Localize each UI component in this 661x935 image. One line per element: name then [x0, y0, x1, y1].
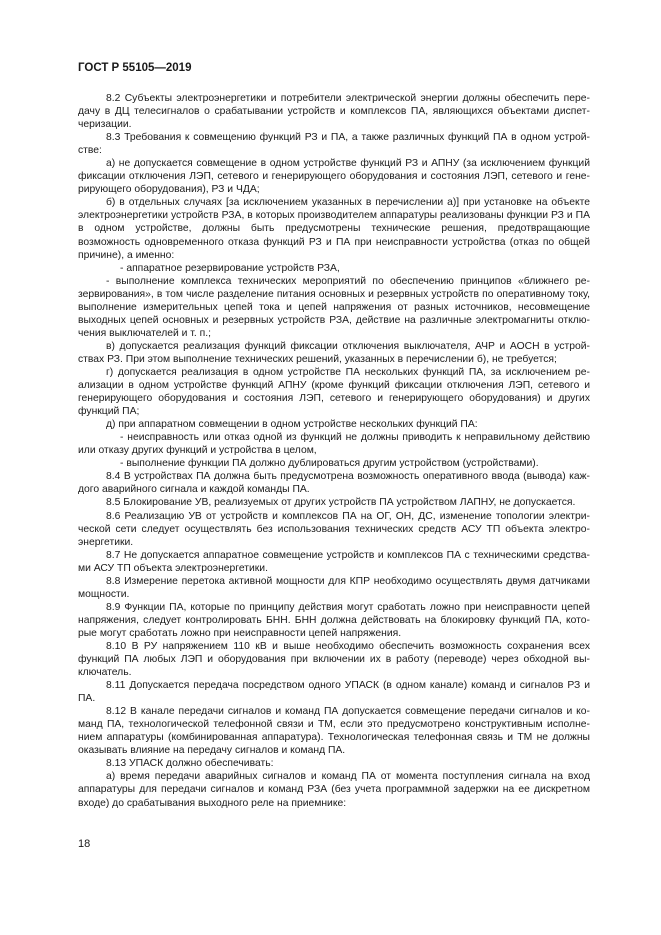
page-number: 18 — [78, 838, 91, 850]
dash-item: - аппаратное резервирование устройств РЗА, — [120, 262, 340, 274]
list-item-v: в) допускается реализация функций фиксации отключения выключателя, АЧР и АОСН в устройствах РЗ. При этом выполнение технических решений, указанных в перечислении б), не требуется; — [78, 340, 590, 365]
list-item-g: г) допускается реализация в одном устройстве ПА нескольких функций ПА, за исключением реализации в одном устройстве функций АПНУ (кроме функций фиксации отключения ЛЭП, сетевого и генерирующего оборудования и состояния ЛЭП, сетевого и генерирующего оборудования) и других функций ПА; — [78, 366, 590, 418]
paragraph-8-5: 8.5 Блокирование УВ, реализуемых от других устройств ПА устройством ЛАПНУ, не допускается. — [106, 497, 576, 509]
standard-header: ГОСТ Р 55105—2019 — [78, 62, 192, 74]
paragraph-8-3: 8.3 Требования к совмещению функций РЗ и ПА, а также различных функций ПА в одном устройстве: — [78, 132, 590, 157]
paragraph-8-11: 8.11 Допускается передача посредством одного УПАСК (в одном канале) команд и сигналов РЗ и ПА. — [78, 680, 590, 705]
list-item-d: д) при аппаратном совмещении в одном устройстве нескольких функций ПА: — [106, 419, 478, 431]
list-item-a: а) не допускается совмещение в одном устройстве функций РЗ и АПНУ (за исключением функций фиксации отключения ЛЭП, сетевого и генерирующего оборудования и состояния ЛЭП, сетевого и генерирующего оборудования), РЗ и ЧДА; — [78, 158, 590, 196]
dash-item: - выполнение комплекса технических мероприятий по обеспечению принципов «ближнего резервирования», в том числе разделение питания основных и резервных устройств по оперативному току, выполнение измерительных цепей тока и цепей напряжения от разных источников, несовмещение выходных цепей основных и резервных устройств РЗА, действие на различные электромагниты отключения выключателей и т. п.; — [78, 275, 590, 339]
paragraph-8-10: 8.10 В РУ напряжением 110 кВ и выше необходимо обеспечить возможность сохранения всех функций ПА любых ЛЭП и оборудования при включении их в работу (переводе) через обходной выключатель. — [78, 640, 590, 679]
list-item-a-2: а) время передачи аварийных сигналов и команд ПА от момента поступления сигнала на вход аппаратуры для передачи сигналов и команд РЗА (без учета программной задержки на ее дискретном входе) до срабатывания выходного реле на приемнике: — [78, 771, 590, 809]
paragraph-8-9: 8.9 Функции ПА, которые по принципу действия могут сработать ложно при неисправности цепей напряжения, следует контролировать БНН. БНН должна действовать на блокировку функций ПА, которые могут сработать ложно при неисправности цепей напряжения. — [78, 601, 590, 639]
paragraph-8-7: 8.7 Не допускается аппаратное совмещение устройств и комплексов ПА с техническими средствами АСУ ТП объекта электроэнергетики. — [78, 549, 590, 574]
paragraph-8-2: 8.2 Субъекты электроэнергетики и потребители электрической энергии должны обеспечить передачу в ДЦ телесигналов о срабатывании устройств и комплексов ПА, являющихся объектами диспетчеризации. — [78, 93, 590, 131]
paragraph-8-4: 8.4 В устройствах ПА должна быть предусмотрена возможность оперативного ввода (вывода) каждого аварийного сигнала и каждой команды ПА. — [78, 471, 590, 496]
list-item-b: б) в отдельных случаях [за исключением указанных в перечислении а)] при установке на объекте электроэнергетики устройств РЗА, в которых производителем аппаратуры реализованы функции РЗ и ПА в одном устройстве, должны быть предусмотрены технические решения, предотвращающие возможность одновременного отказа функций РЗ и ПА при неисправности устройства (отказ по общей причине), а именно: — [78, 197, 590, 261]
paragraph-8-12: 8.12 В канале передачи сигналов и команд ПА допускается совмещение передачи сигналов и команд ПА, технологической телефонной связи и ТМ, если это предусмотрено конструктивным исполнением аппаратуры (комбинированная аппаратура). Технологическая телефонная связь и ТМ не должны оказывать влияние на передачу сигналов и команд ПА. — [78, 706, 590, 757]
paragraph-8-6: 8.6 Реализацию УВ от устройств и комплексов ПА на ОГ, ОН, ДС, изменение топологии электрической сети следует осуществлять без использования технических средств АСУ ТП объекта электроэнергетики. — [78, 510, 590, 548]
document-body — [78, 92, 590, 810]
dash-item: - неисправность или отказ одной из функций не должны приводить к неправильному действию или отказу других функций и устройства в целом, — [78, 432, 590, 457]
paragraph-8-13: 8.13 УПАСК должно обеспечивать: — [106, 758, 274, 770]
paragraph-8-8: 8.8 Измерение перетока активной мощности для КПР необходимо осуществлять двумя датчиками мощности. — [78, 575, 590, 600]
dash-item: - выполнение функции ПА должно дублироваться другим устройством (устройствами). — [120, 458, 539, 470]
